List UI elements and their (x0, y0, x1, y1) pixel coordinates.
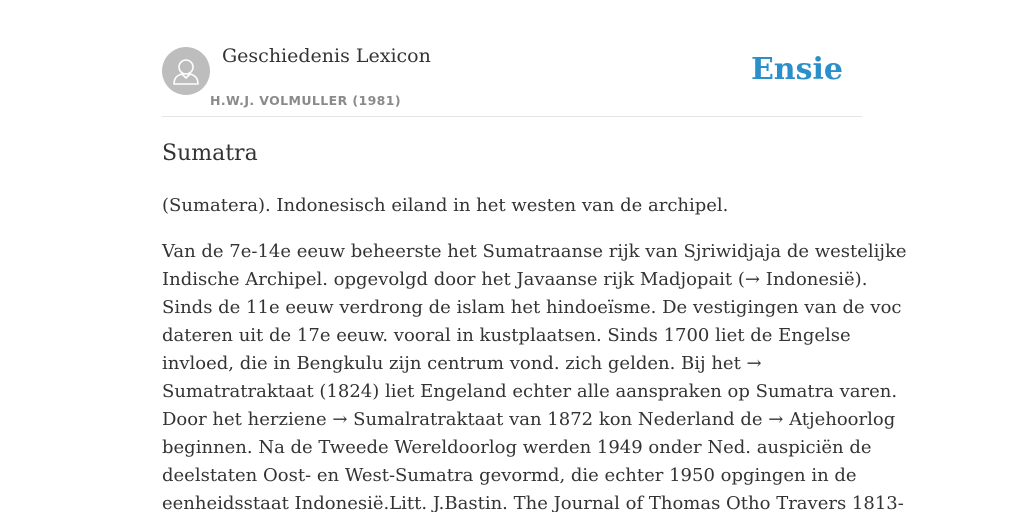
body-line: invloed, die in Bengkulu zijn centrum vond. zich gelden. Bij het → (162, 353, 762, 374)
article (162, 138, 907, 512)
author-name[interactable]: H.W.J. VOLMULLER (1981) (210, 93, 401, 108)
entry-header (162, 0, 862, 117)
body-paragraph (162, 238, 907, 512)
body-line: beginnen. Na de Tweede Wereldoorlog werden 1949 onder Ned. auspiciën de (162, 437, 872, 458)
body-line: Van de 7e-14e eeuw beheerste het Sumatraanse rijk van Sjriwidjaja de westelijke (162, 241, 907, 262)
body-line: deelstaten Oost- en West-Sumatra gevormd, die echter 1950 opgingen in de (162, 465, 857, 486)
ensie-logo[interactable]: Ensie (750, 52, 843, 87)
body-line: Sinds de 11e eeuw verdrong de islam het hindoeïsme. De vestigingen van de voc (162, 297, 902, 318)
body-line: dateren uit de 17e eeuw. vooral in kustplaatsen. Sinds 1700 liet de Engelse (162, 325, 851, 346)
entry-title: Sumatra (162, 141, 258, 166)
body-line: Door het herziene → Sumalratraktaat van 1872 kon Nederland de → Atjehoorlog (162, 409, 896, 430)
body-line: Indische Archipel. opgevolgd door het Javaanse rijk Madjopait (→ Indonesië). (162, 269, 868, 290)
author-avatar[interactable] (162, 47, 210, 95)
body-line: eenheidsstaat Indonesië.Litt. J.Bastin. The Journal of Thomas Otho Travers 1813- (162, 493, 904, 512)
intro-paragraph: (Sumatera). Indonesisch eiland in het westen van de archipel. (162, 195, 729, 216)
user-silhouette-icon (162, 47, 210, 95)
book-title[interactable]: Geschiedenis Lexicon (222, 45, 431, 67)
body-line: Sumatratraktaat (1824) liet Engeland echter alle aanspraken op Sumatra varen. (162, 381, 898, 402)
